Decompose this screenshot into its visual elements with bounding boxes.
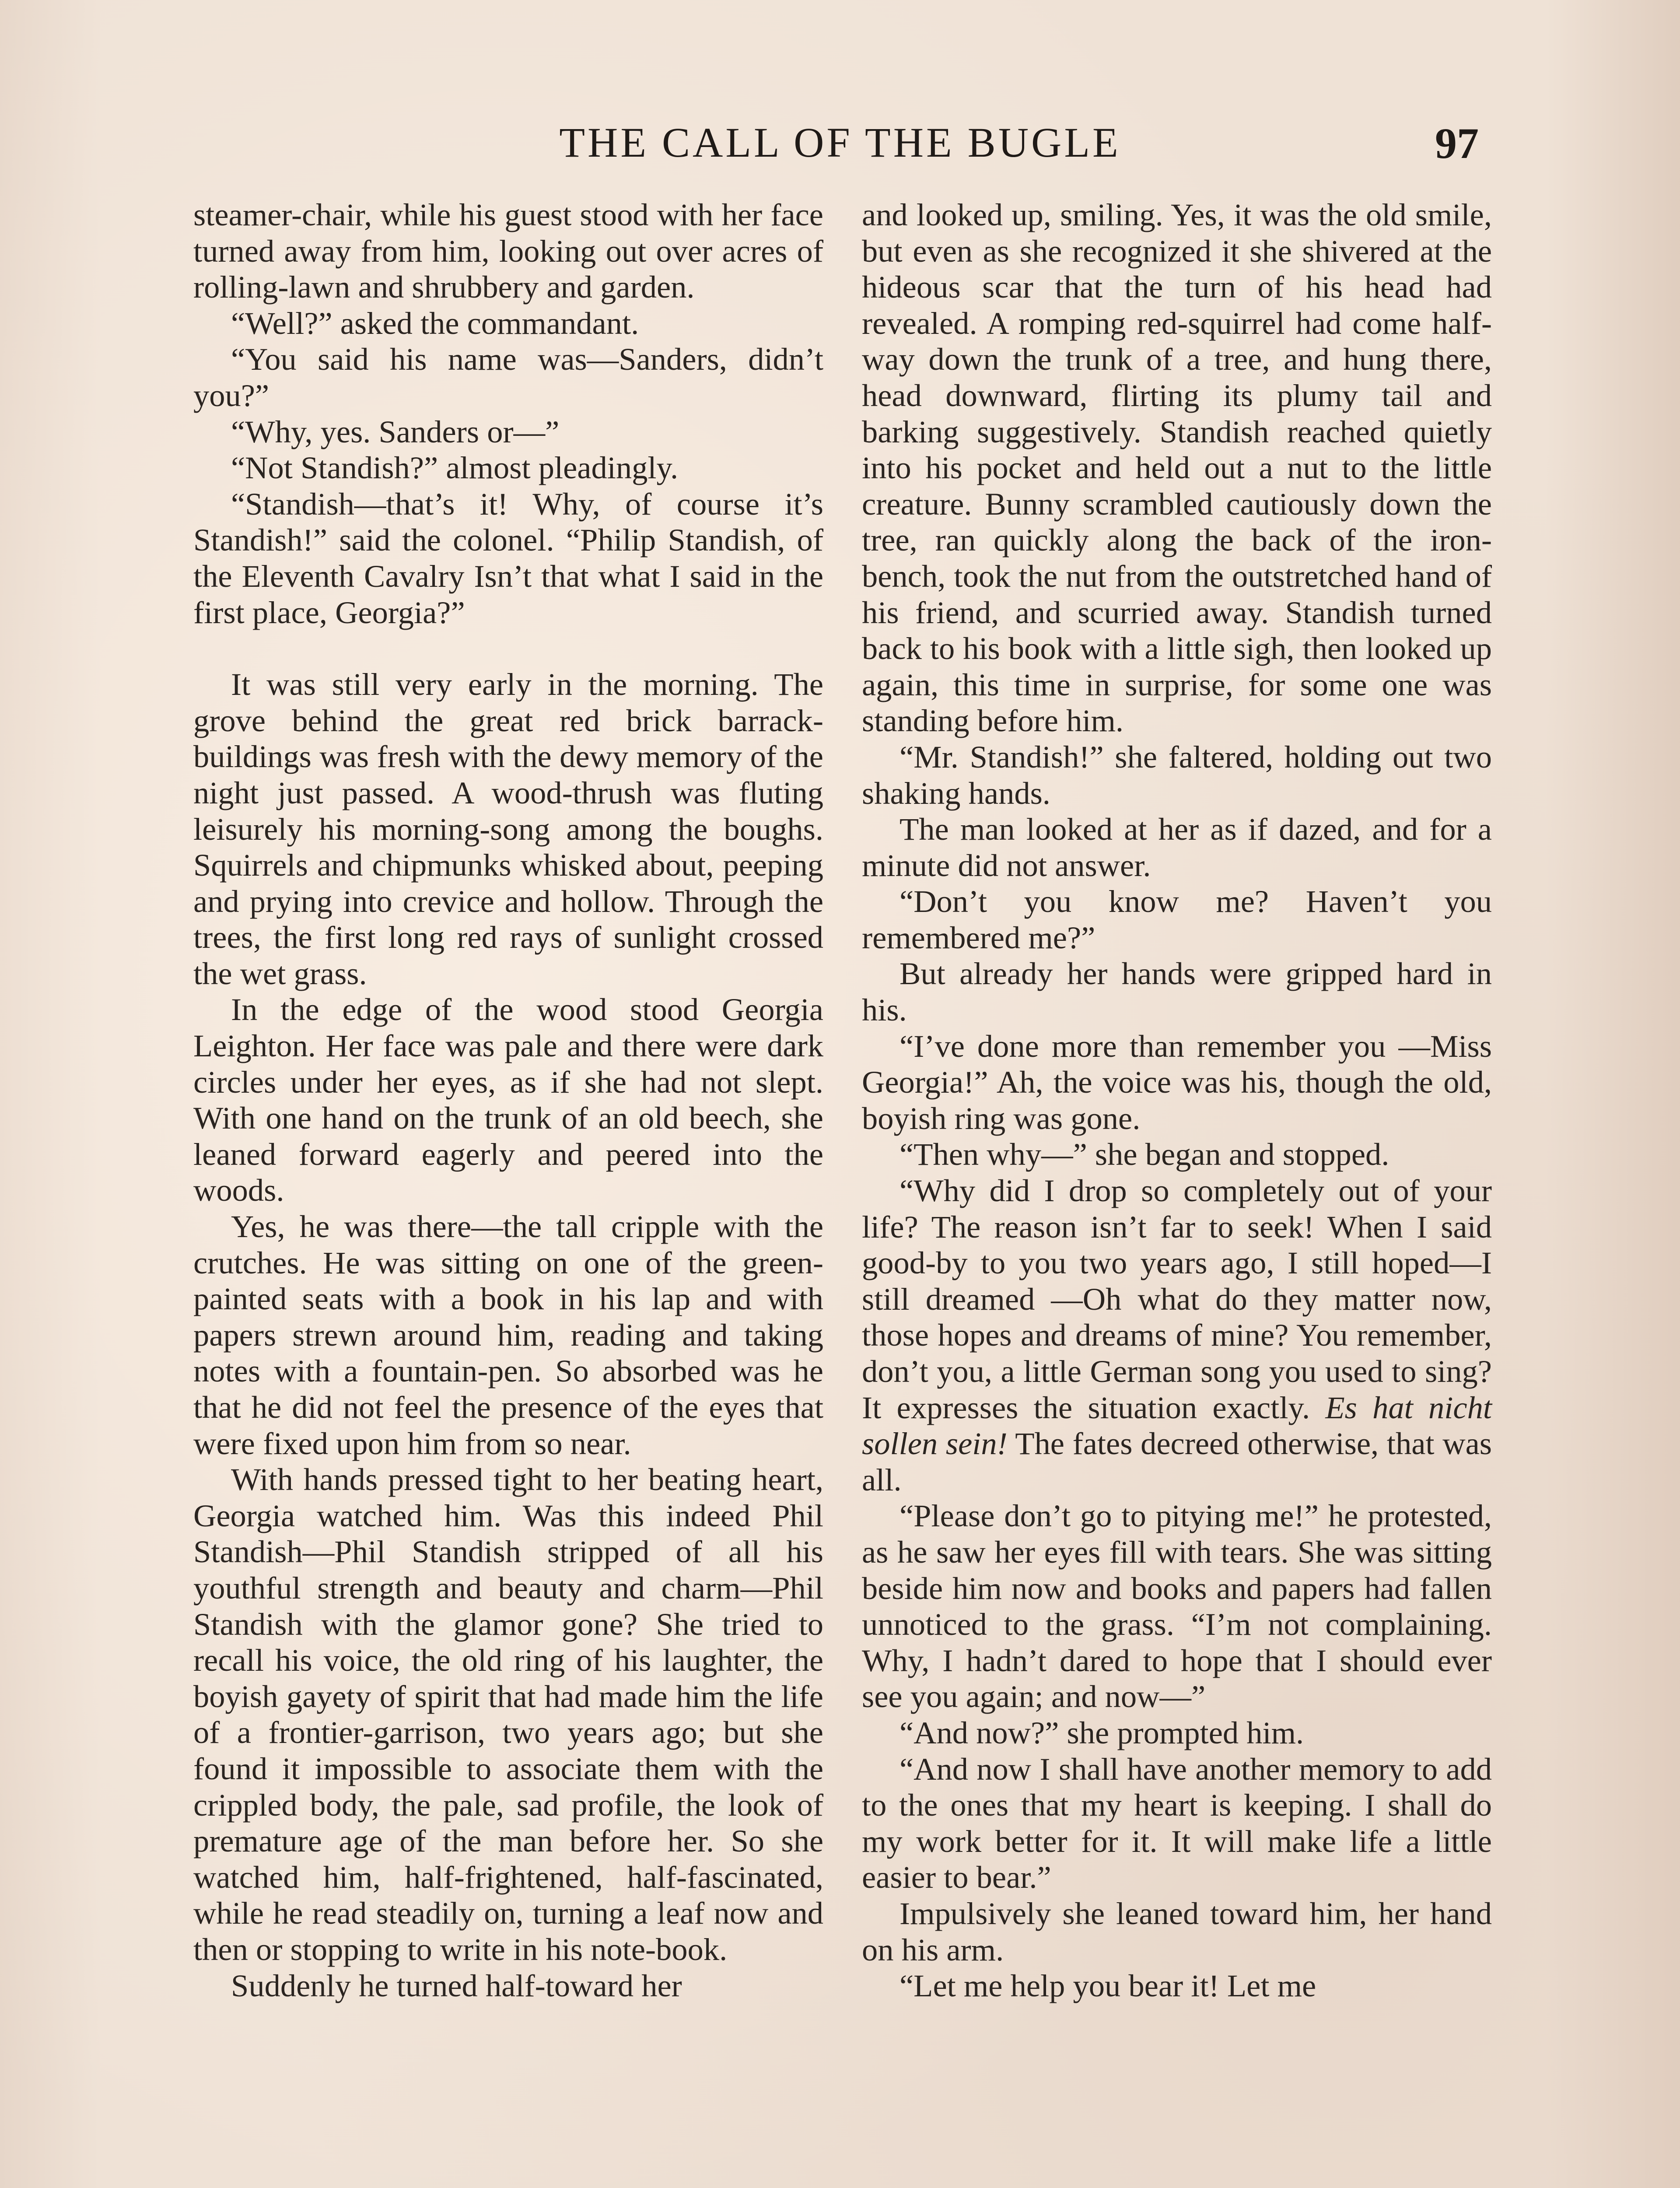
paragraph: Yes, he was there—the tall cripple with the crutches. He was sitting on one of the green-painted seats with a book in his lap and with papers strewn around him, reading and taking notes with a fountain-pen. So absorbed was he that he did not feel the presence of the eyes that were fixed upon him from so near. [193,1209,823,1461]
paragraph: and looked up, smiling. Yes, it was the old smile, but even as she recognized it she shivered at the hideous scar that the turn of his head had revealed. A romping red-squirrel had come half-way down the trunk of a tree, and hung there, head downward, flirting its plumy tail and barking suggestively. Standish reached quietly into his pocket and held out a nut to the little creature. Bunny scrambled cautiously down the tree, ran quickly along the back of the iron-bench, took the nut from the outstretched hand of his friend, and scurried away. Standish turned back to his book with a little sigh, then looked up again, this time in surprise, for some one was standing before him. [862,197,1492,739]
page-number: 97 [1435,119,1479,168]
paragraph: “Don’t you know me? Haven’t you remembered me?” [862,884,1492,955]
paragraph: Impulsively she leaned toward him, her hand on his arm. [862,1895,1492,1967]
paragraph: steamer-chair, while his guest stood with her face turned away from him, looking out over acres of rolling-lawn and shrubbery and garden. [193,197,823,305]
paragraph: “Then why—” she began and stopped. [900,1136,1390,1172]
paragraph-text: The fates decreed otherwise, that was all. [862,1426,1492,1497]
paragraph: The man looked at her as if dazed, and for a minute did not answer. [862,811,1492,883]
paragraph: “Standish—that’s it! Why, of course it’s Standish!” said the colonel. “Philip Standish, of the Eleventh Cavalry Isn’t that what I said in the first place, Georgia?” [193,486,823,630]
paragraph: With hands pressed tight to her beating heart, Georgia watched him. Was this indeed Phil Standish—Phil Standish stripped of all his youthful strength and beauty and charm—Phil Standish with the glamor gone? She tried to recall his voice, the old ring of his laughter, the boyish gayety of spirit that had made him the life of a frontier-garrison, two years ago; but she found it impossible to associate them with the crippled body, the pale, sad profile, the look of premature age of the man before her. So she watched him, half-frightened, half-fascinated, while he read steadily on, turning a leaf now and then or stopping to write in his note-book. [193,1462,823,1967]
german-quote: Es hat nicht sollen sein! [862,1389,1492,1462]
right-column [862,197,1492,2004]
paragraph: Suddenly he turned half-toward her [231,1967,682,2003]
running-title: THE CALL OF THE BUGLE [559,119,1121,166]
paragraph: It was still very early in the morning. The grove behind the great red brick barrack-buildings was fresh with the dewy memory of the night just passed. A wood-thrush was fluting leisurely his morning-song among the boughs. Squirrels and chipmunks whisked about, peeping and prying into crevice and hollow. Through the trees, the first long red rays of sunlight crossed the wet grass. [193,666,823,991]
paragraph [862,1173,1492,1498]
paragraph: “Not Standish?” almost pleadingly. [231,450,679,486]
paragraph: In the edge of the wood stood Georgia Leighton. Her face was pale and there were dark circles under her eyes, as if she had not slept. With one hand on the trunk of an old beech, she leaned forward eagerly and peered into the woods. [193,992,823,1208]
paragraph: “You said his name was—Sanders, didn’t you?” [193,341,823,413]
paragraph: “Let me help you bear it! Let me [900,1968,1316,2004]
paragraph: “And now I shall have another memory to add to the ones that my heart is keeping. I shall do my work better for it. It will make life a little easier to bear.” [862,1751,1492,1895]
paragraph: “Please don’t go to pitying me!” he protested, as he saw her eyes fill with tears. She was sitting beside him now and books and papers had fallen unnoticed to the grass. “I’m not complaining. Why, I hadn’t dared to hope that I should ever see you again; and now—” [862,1498,1492,1715]
page-header [192,118,1488,179]
paragraph: “Why, yes. Sanders or—” [231,414,560,449]
paragraph: “Well?” asked the commandant. [231,305,639,341]
paragraph: “And now?” she prompted him. [900,1715,1304,1750]
left-column [193,197,823,2004]
paragraph: “I’ve done more than remember you —Miss Georgia!” Ah, the voice was his, though the old, boyish ring was gone. [862,1028,1492,1136]
paragraph: But already her hands were gripped hard in his. [862,956,1492,1028]
paragraph-text: “Why did I drop so completely out of your life? The reason isn’t far to seek! When I said good-by to you two years ago, I still hoped—I still dreamed —Oh what do they matter now, those hopes and dreams of mine? You remember, don’t you, a little German song you used to sing? It expresses the situation exactly. [862,1173,1492,1425]
paragraph: “Mr. Standish!” she faltered, holding out two shaking hands. [862,739,1492,811]
